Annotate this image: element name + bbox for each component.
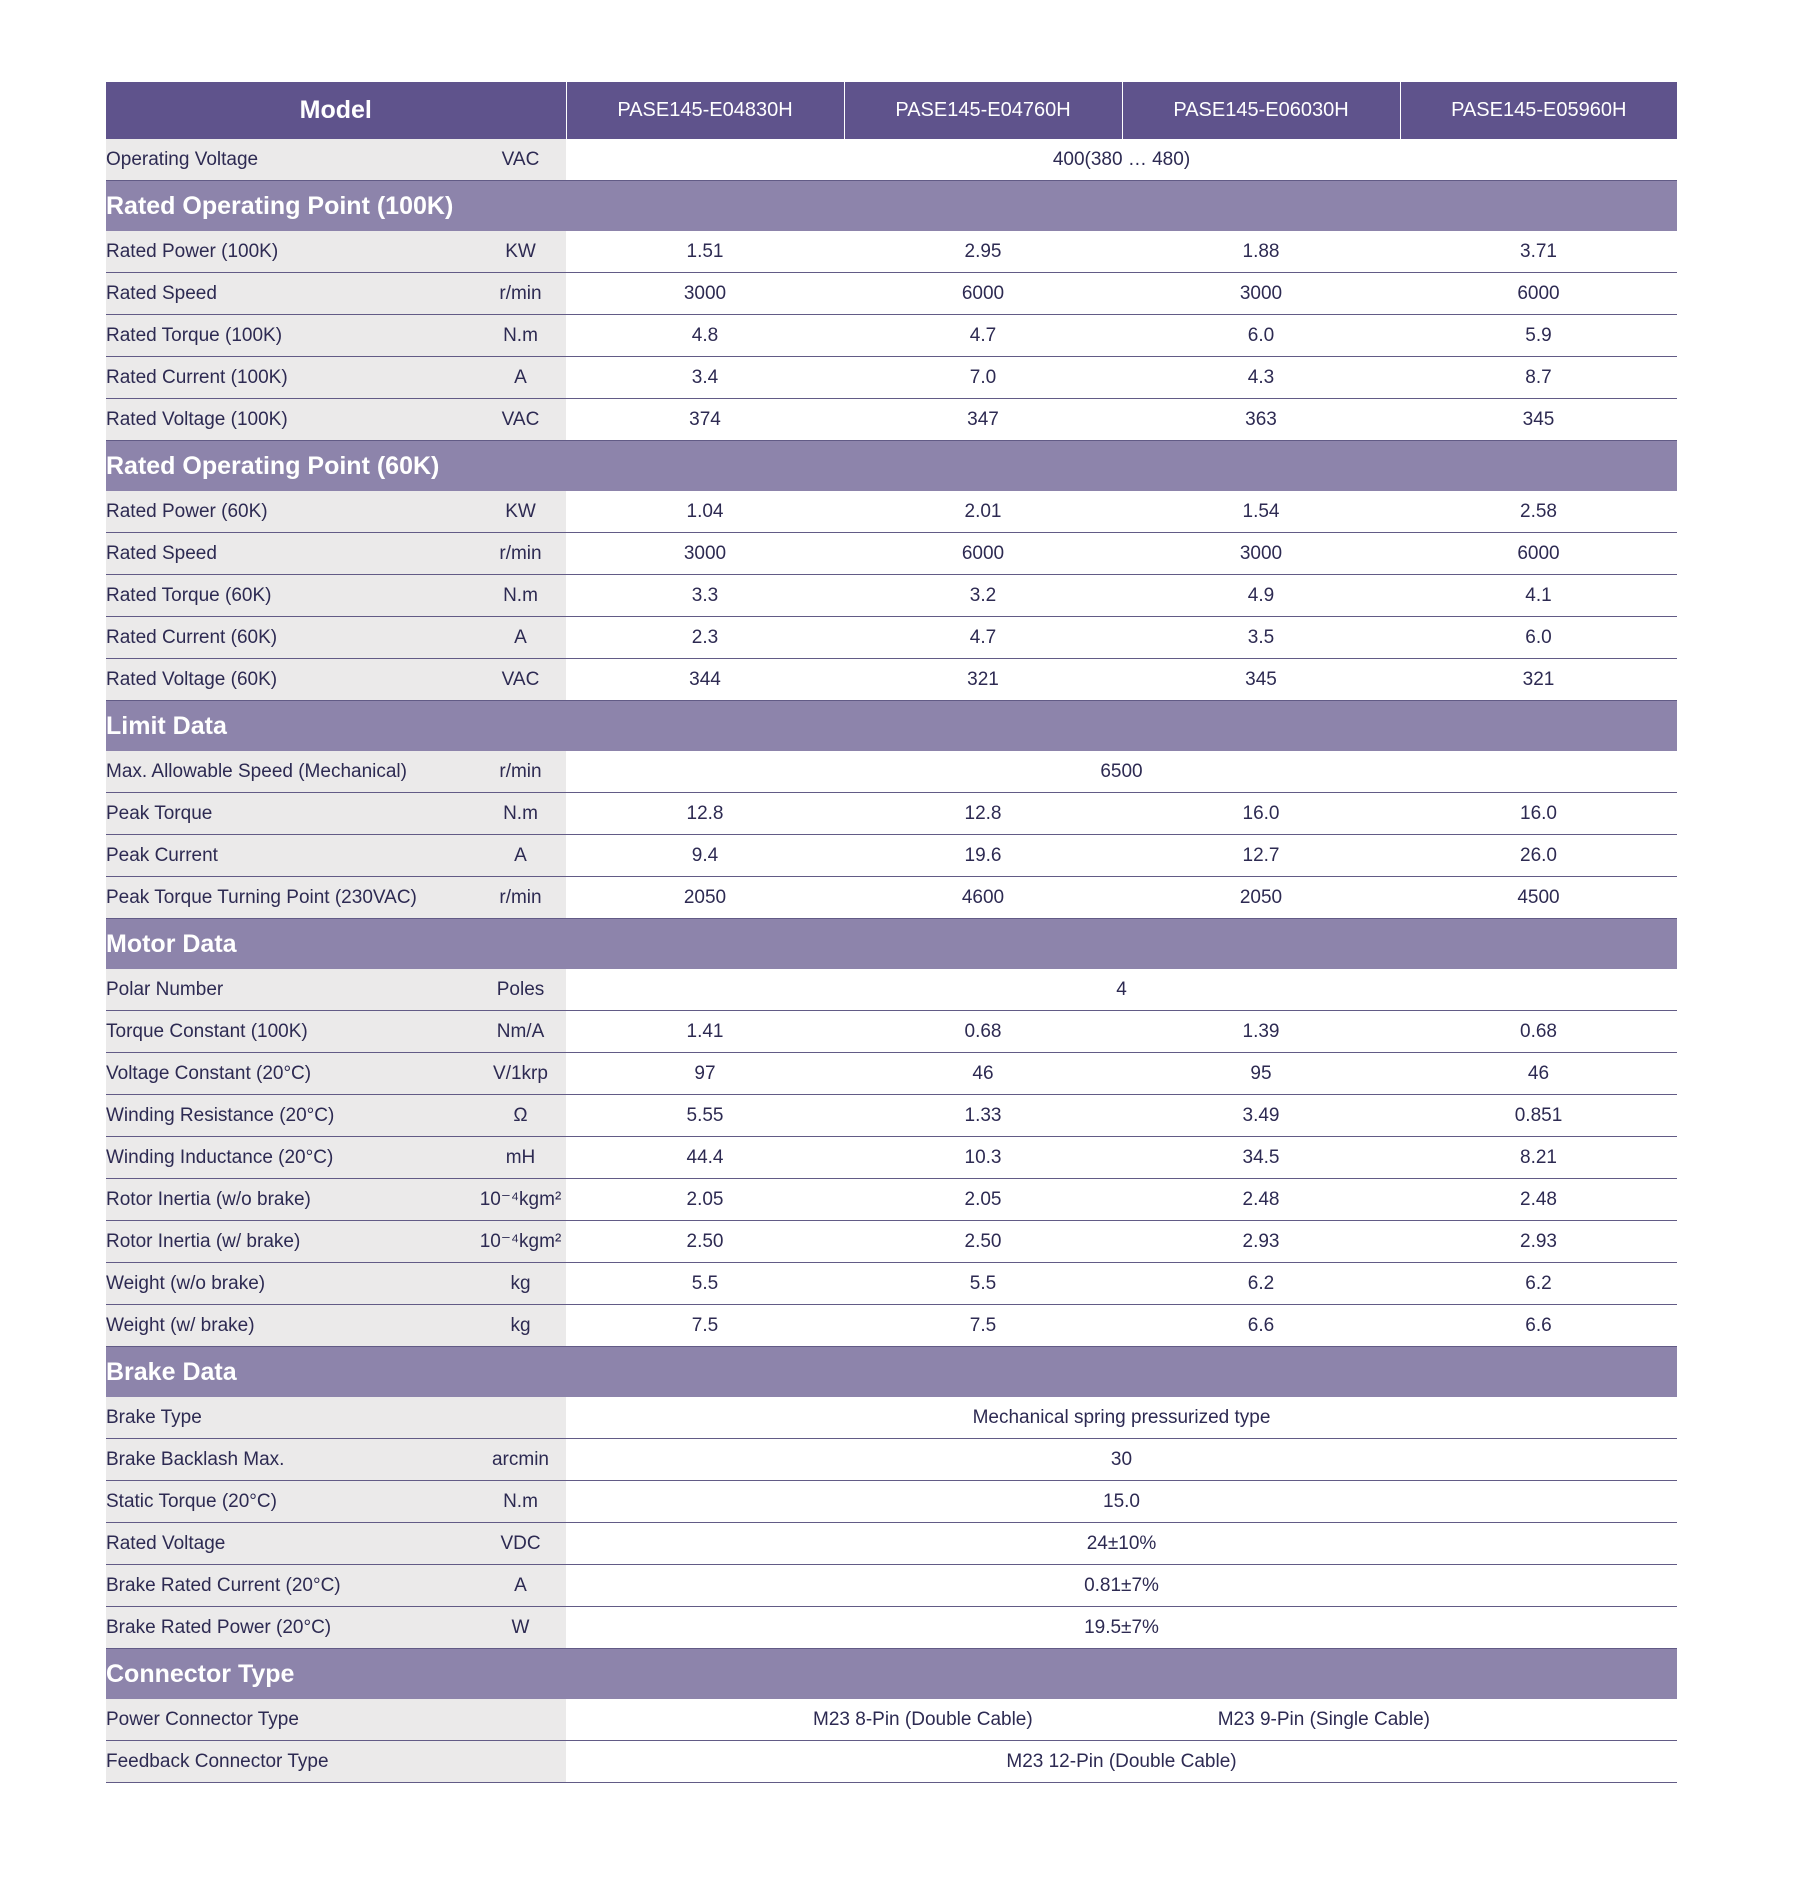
row-static-torque-20-c: [106, 1481, 1677, 1523]
value-cell: 345: [1400, 399, 1677, 441]
row-name: Static Torque (20°C): [106, 1481, 475, 1523]
value-cell: 1.54: [1122, 491, 1400, 533]
value-cell: 2050: [566, 877, 844, 919]
row-name: Winding Inductance (20°C): [106, 1137, 475, 1179]
section-title: Rated Operating Point (60K): [106, 441, 1677, 492]
row-unit: mH: [475, 1137, 566, 1179]
section-limit-data: [106, 701, 1677, 752]
value-cell: 6.2: [1122, 1263, 1400, 1305]
value-cell: 12.7: [1122, 835, 1400, 877]
row-unit: VAC: [475, 139, 566, 181]
operating-voltage-row: [106, 139, 1677, 181]
model-column-header: PASE145-E06030H: [1122, 82, 1400, 139]
section-rated-operating-point-60k: [106, 441, 1677, 492]
row-merged-value: 24±10%: [566, 1523, 1677, 1565]
row-rated-voltage-60k: [106, 659, 1677, 701]
row-unit: 10⁻⁴kgm²: [475, 1179, 566, 1221]
row-name: Rated Torque (100K): [106, 315, 475, 357]
value-cell: 7.5: [844, 1305, 1122, 1347]
row-merged-value: M23 12-Pin (Double Cable): [566, 1741, 1677, 1783]
row-name: Feedback Connector Type: [106, 1741, 475, 1783]
value-cell: 2050: [1122, 877, 1400, 919]
value-cell: 12.8: [844, 793, 1122, 835]
row-unit: kg: [475, 1305, 566, 1347]
value-cell: 2.05: [844, 1179, 1122, 1221]
row-name: Max. Allowable Speed (Mechanical): [106, 751, 475, 793]
row-unit: KW: [475, 231, 566, 273]
row-name: Brake Backlash Max.: [106, 1439, 475, 1481]
row-peak-torque-turning-point-230vac: [106, 877, 1677, 919]
value-cell: 4.9: [1122, 575, 1400, 617]
row-unit: VDC: [475, 1523, 566, 1565]
row-name: Polar Number: [106, 969, 475, 1011]
row-voltage-constant-20-c: [106, 1053, 1677, 1095]
section-title: Brake Data: [106, 1347, 1677, 1398]
spec-table: [106, 82, 1677, 1783]
row-winding-resistance-20-c: [106, 1095, 1677, 1137]
row-peak-current: [106, 835, 1677, 877]
value-cell: 5.55: [566, 1095, 844, 1137]
value-cell: 44.4: [566, 1137, 844, 1179]
value-cell: 321: [1400, 659, 1677, 701]
section-title: Motor Data: [106, 919, 1677, 970]
value-cell: 2.95: [844, 231, 1122, 273]
row-name: Rated Voltage (60K): [106, 659, 475, 701]
row-unit: N.m: [475, 1481, 566, 1523]
row-unit: r/min: [475, 533, 566, 575]
value-cell: 1.33: [844, 1095, 1122, 1137]
row-name: Rated Torque (60K): [106, 575, 475, 617]
section-rated-operating-point-100k: [106, 181, 1677, 232]
value-cell: 7.5: [566, 1305, 844, 1347]
value-cell: 4.3: [1122, 357, 1400, 399]
row-rated-current-100k: [106, 357, 1677, 399]
row-name: Rated Current (100K): [106, 357, 475, 399]
row-peak-torque: [106, 793, 1677, 835]
value-cell: 374: [566, 399, 844, 441]
row-rated-torque-100k: [106, 315, 1677, 357]
row-merged-value: Mechanical spring pressurized type: [566, 1397, 1677, 1439]
header-row: [106, 82, 1677, 139]
row-rated-voltage: [106, 1523, 1677, 1565]
value-cell: 3.71: [1400, 231, 1677, 273]
row-unit: Poles: [475, 969, 566, 1011]
value-cell: 3.4: [566, 357, 844, 399]
value-cell: 0.68: [844, 1011, 1122, 1053]
row-unit: kg: [475, 1263, 566, 1305]
row-name: Rotor Inertia (w/o brake): [106, 1179, 475, 1221]
value-cell: 344: [566, 659, 844, 701]
value-cell: 2.01: [844, 491, 1122, 533]
row-split-value: [566, 1699, 1677, 1741]
row-rated-speed: [106, 533, 1677, 575]
connector-value: M23 9-Pin (Single Cable): [1217, 1708, 1430, 1730]
value-cell: 3000: [1122, 273, 1400, 315]
row-unit: N.m: [475, 793, 566, 835]
row-merged-value: 0.81±7%: [566, 1565, 1677, 1607]
value-cell: 321: [844, 659, 1122, 701]
value-cell: 19.6: [844, 835, 1122, 877]
value-cell: 3000: [566, 273, 844, 315]
value-cell: 9.4: [566, 835, 844, 877]
row-unit: A: [475, 617, 566, 659]
section-title: Rated Operating Point (100K): [106, 181, 1677, 232]
row-name: Rated Speed: [106, 533, 475, 575]
row-unit: [475, 1741, 566, 1783]
value-cell: 4.1: [1400, 575, 1677, 617]
row-name: Rated Speed: [106, 273, 475, 315]
value-cell: 4.7: [844, 617, 1122, 659]
spec-table-body: [106, 82, 1677, 1783]
row-name: Weight (w/ brake): [106, 1305, 475, 1347]
value-cell: 4500: [1400, 877, 1677, 919]
value-cell: 34.5: [1122, 1137, 1400, 1179]
value-cell: 2.50: [844, 1221, 1122, 1263]
value-cell: 10.3: [844, 1137, 1122, 1179]
row-unit: 10⁻⁴kgm²: [475, 1221, 566, 1263]
value-cell: 1.88: [1122, 231, 1400, 273]
row-unit: VAC: [475, 659, 566, 701]
value-cell: 8.7: [1400, 357, 1677, 399]
value-cell: 2.05: [566, 1179, 844, 1221]
section-title: Connector Type: [106, 1649, 1677, 1700]
section-brake-data: [106, 1347, 1677, 1398]
row-name: Rotor Inertia (w/ brake): [106, 1221, 475, 1263]
value-cell: 3.49: [1122, 1095, 1400, 1137]
row-unit: KW: [475, 491, 566, 533]
row-merged-value: 4: [566, 969, 1677, 1011]
value-cell: 16.0: [1400, 793, 1677, 835]
row-feedback-connector-type: [106, 1741, 1677, 1783]
row-name: Power Connector Type: [106, 1699, 475, 1741]
value-cell: 5.5: [844, 1263, 1122, 1305]
row-unit: VAC: [475, 399, 566, 441]
value-cell: 4.8: [566, 315, 844, 357]
row-merged-value: 30: [566, 1439, 1677, 1481]
model-column-header: PASE145-E05960H: [1400, 82, 1677, 139]
row-rated-power-60k: [106, 491, 1677, 533]
row-rated-torque-60k: [106, 575, 1677, 617]
value-cell: 6.0: [1400, 617, 1677, 659]
row-merged-value: 19.5±7%: [566, 1607, 1677, 1649]
section-motor-data: [106, 919, 1677, 970]
value-cell: 2.93: [1122, 1221, 1400, 1263]
row-name: Voltage Constant (20°C): [106, 1053, 475, 1095]
value-cell: 3000: [1122, 533, 1400, 575]
row-weight-w-o-brake: [106, 1263, 1677, 1305]
value-cell: 4600: [844, 877, 1122, 919]
row-unit: arcmin: [475, 1439, 566, 1481]
value-cell: 7.0: [844, 357, 1122, 399]
row-rotor-inertia-w-o-brake: [106, 1179, 1677, 1221]
row-name: Operating Voltage: [106, 139, 475, 181]
value-cell: 6000: [1400, 273, 1677, 315]
value-cell: 4.7: [844, 315, 1122, 357]
connector-values: [566, 1709, 1677, 1731]
value-cell: 6000: [1400, 533, 1677, 575]
value-cell: 345: [1122, 659, 1400, 701]
row-unit: V/1krp: [475, 1053, 566, 1095]
value-cell: 16.0: [1122, 793, 1400, 835]
value-cell: 46: [1400, 1053, 1677, 1095]
row-brake-backlash-max: [106, 1439, 1677, 1481]
value-cell: 6000: [844, 533, 1122, 575]
row-name: Brake Rated Power (20°C): [106, 1607, 475, 1649]
value-cell: 2.93: [1400, 1221, 1677, 1263]
row-name: Rated Current (60K): [106, 617, 475, 659]
row-unit: A: [475, 357, 566, 399]
row-name: Weight (w/o brake): [106, 1263, 475, 1305]
row-brake-rated-current-20-c: [106, 1565, 1677, 1607]
row-rated-current-60k: [106, 617, 1677, 659]
value-cell: 6.2: [1400, 1263, 1677, 1305]
value-cell: 1.04: [566, 491, 844, 533]
value-cell: 6.6: [1122, 1305, 1400, 1347]
value-cell: 97: [566, 1053, 844, 1095]
row-unit: A: [475, 835, 566, 877]
row-weight-w-brake: [106, 1305, 1677, 1347]
value-cell: 2.50: [566, 1221, 844, 1263]
value-cell: 0.68: [1400, 1011, 1677, 1053]
row-max-allowable-speed-mechanical: [106, 751, 1677, 793]
value-cell: 1.51: [566, 231, 844, 273]
row-brake-rated-power-20-c: [106, 1607, 1677, 1649]
row-unit: N.m: [475, 575, 566, 617]
value-cell: 12.8: [566, 793, 844, 835]
row-name: Rated Power (100K): [106, 231, 475, 273]
value-cell: 46: [844, 1053, 1122, 1095]
row-merged-value: 15.0: [566, 1481, 1677, 1523]
row-polar-number: [106, 969, 1677, 1011]
value-cell: 26.0: [1400, 835, 1677, 877]
model-column-header: PASE145-E04830H: [566, 82, 844, 139]
value-cell: 5.5: [566, 1263, 844, 1305]
row-name: Rated Voltage: [106, 1523, 475, 1565]
row-name: Peak Torque Turning Point (230VAC): [106, 877, 475, 919]
value-cell: 3.5: [1122, 617, 1400, 659]
row-torque-constant-100k: [106, 1011, 1677, 1053]
row-winding-inductance-20-c: [106, 1137, 1677, 1179]
value-cell: 3.2: [844, 575, 1122, 617]
row-unit: [475, 1397, 566, 1439]
model-header: Model: [106, 82, 566, 139]
row-merged-value: 400(380 … 480): [566, 139, 1677, 181]
row-unit: r/min: [475, 877, 566, 919]
model-column-header: PASE145-E04760H: [844, 82, 1122, 139]
row-name: Winding Resistance (20°C): [106, 1095, 475, 1137]
connector-value: M23 8-Pin (Double Cable): [813, 1708, 1033, 1730]
value-cell: 8.21: [1400, 1137, 1677, 1179]
value-cell: 363: [1122, 399, 1400, 441]
row-unit: W: [475, 1607, 566, 1649]
value-cell: 3.3: [566, 575, 844, 617]
value-cell: 6.6: [1400, 1305, 1677, 1347]
section-connector-type: [106, 1649, 1677, 1700]
row-unit: [475, 1699, 566, 1741]
row-brake-type: [106, 1397, 1677, 1439]
row-name: Rated Voltage (100K): [106, 399, 475, 441]
row-unit: r/min: [475, 751, 566, 793]
row-merged-value: 6500: [566, 751, 1677, 793]
value-cell: 2.48: [1122, 1179, 1400, 1221]
value-cell: 2.58: [1400, 491, 1677, 533]
value-cell: 347: [844, 399, 1122, 441]
section-title: Limit Data: [106, 701, 1677, 752]
row-rotor-inertia-w-brake: [106, 1221, 1677, 1263]
value-cell: 2.3: [566, 617, 844, 659]
row-unit: A: [475, 1565, 566, 1607]
row-power-connector-type: [106, 1699, 1677, 1741]
row-name: Peak Torque: [106, 793, 475, 835]
row-unit: Nm/A: [475, 1011, 566, 1053]
value-cell: 6000: [844, 273, 1122, 315]
value-cell: 2.48: [1400, 1179, 1677, 1221]
row-unit: N.m: [475, 315, 566, 357]
row-name: Peak Current: [106, 835, 475, 877]
value-cell: 1.39: [1122, 1011, 1400, 1053]
value-cell: 1.41: [566, 1011, 844, 1053]
value-cell: 5.9: [1400, 315, 1677, 357]
row-name: Brake Rated Current (20°C): [106, 1565, 475, 1607]
value-cell: 6.0: [1122, 315, 1400, 357]
value-cell: 95: [1122, 1053, 1400, 1095]
row-name: Torque Constant (100K): [106, 1011, 475, 1053]
row-unit: Ω: [475, 1095, 566, 1137]
value-cell: 0.851: [1400, 1095, 1677, 1137]
row-unit: r/min: [475, 273, 566, 315]
row-name: Brake Type: [106, 1397, 475, 1439]
value-cell: 3000: [566, 533, 844, 575]
row-rated-voltage-100k: [106, 399, 1677, 441]
row-rated-speed: [106, 273, 1677, 315]
row-name: Rated Power (60K): [106, 491, 475, 533]
row-rated-power-100k: [106, 231, 1677, 273]
